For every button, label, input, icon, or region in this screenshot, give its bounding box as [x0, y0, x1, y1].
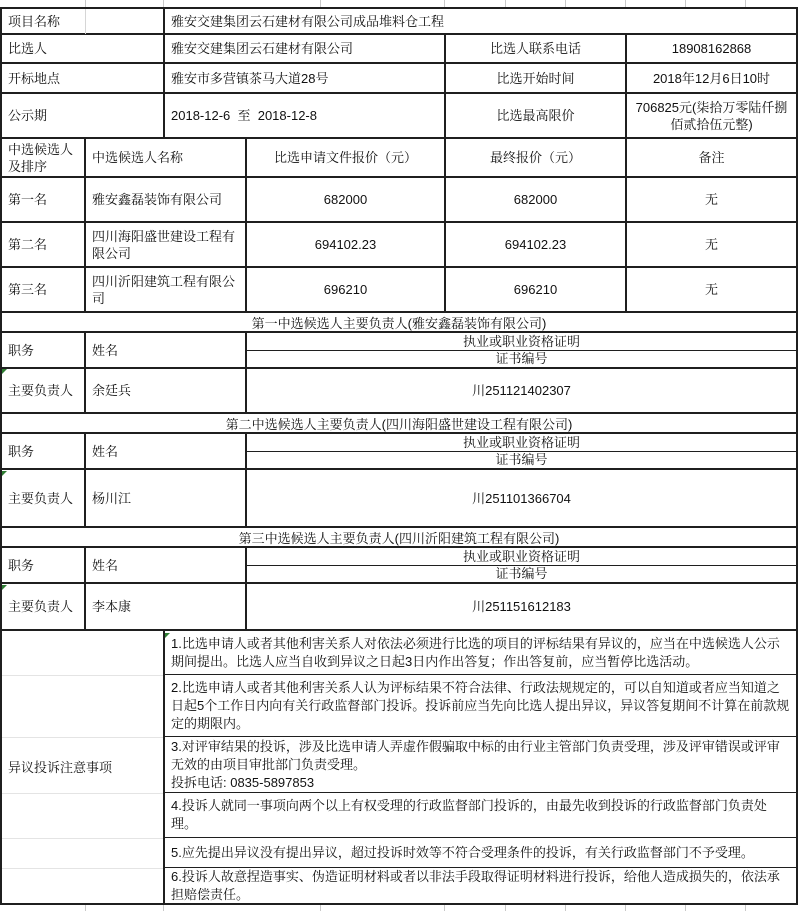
principal-name-cell: 余廷兵: [86, 369, 247, 412]
certificate-no-header: 证书编号: [495, 566, 548, 582]
final-price-cell: 696210: [446, 268, 627, 311]
principal-header-row-2: [2, 434, 796, 470]
certificate-header-group: [247, 333, 796, 367]
notice-item-4: 4.投诉人就同一事项向两个以上有权受理的行政监督部门投诉的，由最先收到投诉的行政监督部门负责处理。: [165, 793, 796, 838]
selector-phone-label: 比选人联系电话: [446, 35, 627, 62]
gridline: [745, 905, 746, 911]
candidate-name-cell: 四川沂阳建筑工程有限公司: [86, 268, 247, 311]
principal-section-title-2: 第二中选候选人主要负责人(四川海阳盛世建设工程有限公司): [2, 414, 796, 434]
price-ceiling-label: 比选最高限价: [446, 94, 627, 137]
final-price-column-header: 最终报价（元）: [446, 139, 627, 176]
candidate-row-2: [2, 223, 796, 268]
bid-price-column-header: 比选申请文件报价（元）: [247, 139, 446, 176]
candidate-row-1: [2, 178, 796, 223]
candidate-name-column-header: 中选候选人名称: [86, 139, 247, 176]
gridline: [163, 905, 164, 911]
gridline: [565, 905, 566, 911]
announcement-table: [0, 7, 798, 905]
publicity-period-label: 公示期: [2, 94, 165, 137]
remark-cell: 无: [704, 237, 718, 252]
gridline: [444, 0, 445, 7]
selector-label: 比选人: [2, 35, 165, 62]
principal-header-row-3: [2, 548, 796, 584]
gridline: [625, 0, 626, 7]
gridline: [163, 0, 164, 7]
excel-error-indicator: [2, 369, 7, 374]
gridline: [745, 0, 746, 7]
principal-row-3: [2, 584, 796, 631]
excel-error-indicator: [2, 471, 7, 476]
gridline: [444, 905, 445, 911]
certificate-no-cell: 川251101366704: [472, 490, 571, 506]
gridline: [320, 905, 321, 911]
selector-value: 雅安交建集团云石建材有限公司: [165, 35, 446, 62]
bid-price-cell: 694102.23: [247, 223, 446, 266]
complaint-phone: 投拆电话: 0835-5897853: [171, 774, 315, 790]
remark-cell: 无: [704, 192, 718, 207]
notice-item-5: 5.应先提出异议没有提出异议，超过投诉时效等不符合受理条件的投诉，有关行政监督部门不予受理。: [165, 838, 796, 868]
gridline: [320, 0, 321, 7]
final-price-cell: 694102.23: [446, 223, 627, 266]
role-column-header: 职务: [2, 434, 86, 468]
role-column-header: 职务: [2, 548, 86, 582]
start-time-value: 2018年12月6日10时: [652, 70, 771, 86]
candidate-name-cell: 雅安鑫磊装饰有限公司: [86, 178, 247, 221]
opening-location-value: 雅安市多营镇茶马大道28号: [165, 64, 446, 92]
remark-column-header: 备注: [698, 150, 725, 165]
excel-error-indicator: [2, 585, 7, 590]
gridline: [505, 905, 506, 911]
objection-notice-label-text: 异议投诉注意事项: [8, 759, 113, 775]
gridline: [565, 0, 566, 7]
gridline: [685, 0, 686, 7]
certificate-no-cell: 川251151612183: [472, 599, 571, 614]
notice-item-2: 2.比选申请人或者其他利害关系人认为评标结果不符合法律、行政法规规定的，可以自知道或者应当知道之日起5个工作日内向有关行政监督部门投诉。投诉前应当先向比选人提出异议，异议答复期间不计算在前款规定的期限内。: [165, 675, 796, 737]
certificate-header: 执业或职业资格证明: [247, 333, 796, 351]
principal-section-title-3: 第三中选候选人主要负责人(四川沂阳建筑工程有限公司): [2, 528, 796, 548]
gridline: [2, 793, 163, 794]
candidate-row-3: [2, 268, 796, 313]
certificate-no-cell: 川251121402307: [472, 383, 571, 398]
candidates-header-row: [2, 139, 796, 178]
notice-item-3: 3.对评审结果的投诉，涉及比选申请人弄虚作假骗取中标的由行业主管部门负责受理，涉及评审错误或评审无效的由项目审批部门负责受理。 投拆电话: 0835-5897853: [165, 737, 796, 793]
role-cell: 主要负责人: [2, 369, 86, 412]
certificate-header-group: [247, 434, 796, 468]
project-name-label: 项目名称: [2, 9, 165, 33]
gridline: [2, 868, 163, 869]
rank-cell: 第二名: [2, 223, 86, 266]
gridline: [2, 737, 163, 738]
price-ceiling-value: 706825元(柒拾万零陆仟捌佰贰拾伍元整): [635, 99, 788, 132]
bid-price-cell: 696210: [247, 268, 446, 311]
principal-name-cell: 李本康: [86, 584, 247, 629]
rank-cell: 第一名: [2, 178, 86, 221]
principal-row-1: [2, 369, 796, 414]
principal-section-title-1: 第一中选候选人主要负责人(雅安鑫磊装饰有限公司): [2, 313, 796, 333]
role-column-header: 职务: [2, 333, 86, 367]
excel-error-indicator: [165, 633, 170, 638]
notice-item-6: 6.投诉人故意捏造事实、伪造证明材料或者以非法手段取得证明材料进行投诉，给他人造成损失的，依法承担赔偿责任。: [171, 868, 780, 902]
gridline: [2, 675, 163, 676]
gridline: [85, 905, 86, 911]
remark-cell: 无: [704, 282, 718, 297]
gridline: [85, 9, 86, 34]
bid-price-cell: 682000: [247, 178, 446, 221]
candidate-name-cell: 四川海阳盛世建设工程有限公司: [86, 223, 247, 266]
objection-notice-label: [2, 631, 165, 903]
final-price-cell: 682000: [446, 178, 627, 221]
certificate-header-group: [247, 548, 796, 582]
objection-notice-items: [165, 631, 796, 903]
project-name-value: 雅安交建集团云石建材有限公司成品堆料仓工程: [171, 13, 445, 29]
gridline: [685, 905, 686, 911]
gridline: [85, 0, 86, 7]
name-column-header: 姓名: [86, 548, 247, 582]
notice-item-1: 1.比选申请人或者其他利害关系人对依法必须进行比选的项目的评标结果有异议的，应当在中选候选人公示期间提出。比选人应当自收到异议之日起3日内作出答复；作出答复前，应当暂停比选活动。: [165, 631, 796, 675]
publicity-period-row: [2, 94, 796, 139]
certificate-no-header: 证书编号: [495, 452, 548, 468]
selector-phone-value: 18908162868: [671, 41, 752, 56]
project-name-row: [2, 9, 796, 35]
role-cell: 主要负责人: [2, 470, 86, 526]
gridline: [505, 0, 506, 7]
rank-column-header: 中选候选人及排序: [2, 139, 86, 176]
name-column-header: 姓名: [86, 434, 247, 468]
name-column-header: 姓名: [86, 333, 247, 367]
certificate-header: 执业或职业资格证明: [247, 548, 796, 566]
gridline: [2, 838, 163, 839]
opening-location-row: [2, 64, 796, 94]
certificate-no-header: 证书编号: [495, 351, 548, 367]
rank-cell: 第三名: [2, 268, 86, 311]
publicity-period-value: 2018-12-6 至 2018-12-8: [165, 94, 446, 137]
role-cell: 主要负责人: [2, 584, 86, 629]
start-time-label: 比选开始时间: [446, 64, 627, 92]
principal-row-2: [2, 470, 796, 528]
selector-row: [2, 35, 796, 64]
principal-name-cell: 杨川江: [86, 470, 247, 526]
principal-header-row-1: [2, 333, 796, 369]
gridline: [625, 905, 626, 911]
objection-notice-row: [2, 631, 796, 903]
certificate-header: 执业或职业资格证明: [247, 434, 796, 452]
opening-location-label: 开标地点: [2, 64, 165, 92]
